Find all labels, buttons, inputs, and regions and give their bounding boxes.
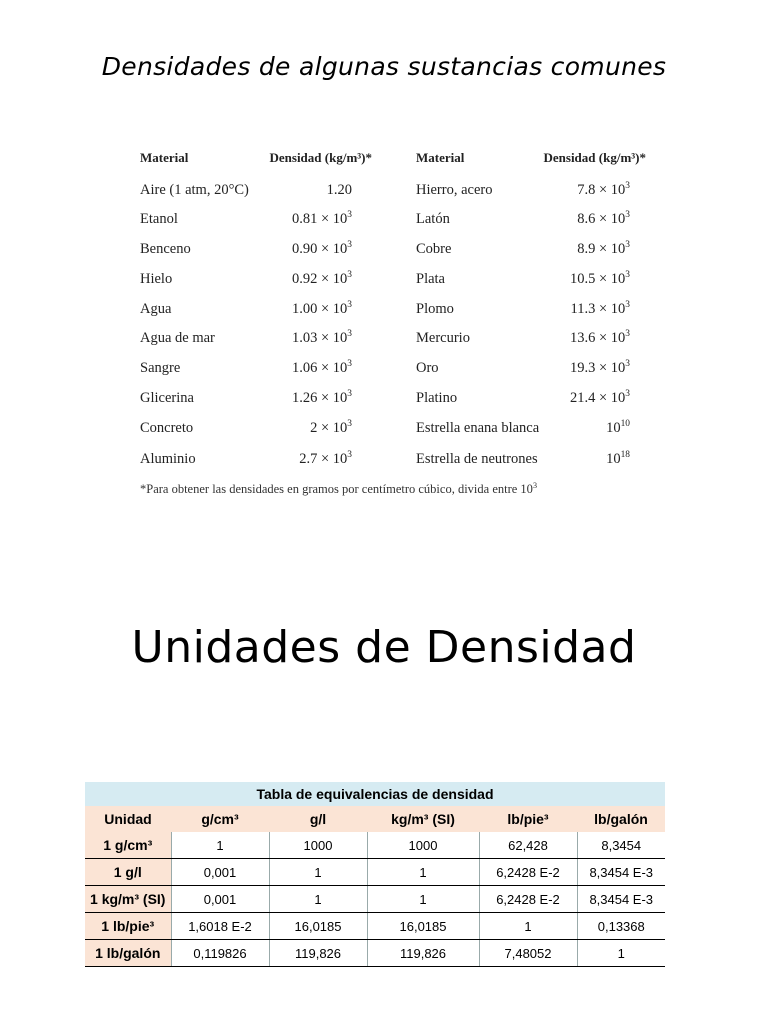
density-value-text: 11.3 × 10 <box>570 301 626 317</box>
material-name-text: Estrella enana blanca <box>416 420 540 436</box>
density-row <box>138 390 650 410</box>
column-header: lb/pie³ <box>479 806 577 832</box>
material-name-text: Agua de mar <box>140 330 215 346</box>
density-value-text: 0.92 × 10 <box>291 271 348 287</box>
table-row <box>85 859 665 886</box>
density-value-text: 1.06 × 10 <box>291 360 348 376</box>
material-name <box>140 330 215 347</box>
density-row <box>138 271 650 291</box>
table-cell: 1 <box>479 913 577 940</box>
row-unit: 1 lb/galón <box>85 940 171 967</box>
equivalence-grid <box>85 806 665 967</box>
material-name-text: Aire (1 atm, 20°C) <box>140 182 249 198</box>
density-value <box>292 390 352 407</box>
table-cell: 0,001 <box>171 859 269 886</box>
density-value-text: 0.81 × 10 <box>291 211 348 227</box>
table-cell: 1 <box>367 886 479 913</box>
exponent: 3 <box>625 300 630 311</box>
density-value <box>571 301 630 318</box>
density-value-text: 13.6 × 10 <box>569 330 626 346</box>
material-name <box>416 211 450 228</box>
density-value-text: 10 <box>606 451 621 467</box>
density-row <box>138 182 650 202</box>
density-value <box>606 420 630 437</box>
table-row <box>85 886 665 913</box>
density-row <box>138 360 650 380</box>
exponent: 10 <box>620 419 630 430</box>
exponent: 3 <box>347 359 352 370</box>
row-unit: 1 kg/m³ (SI) <box>85 886 171 913</box>
material-name <box>140 451 196 468</box>
row-unit: 1 lb/pie³ <box>85 913 171 940</box>
material-name <box>416 390 457 407</box>
density-value <box>570 271 630 288</box>
material-name-text: Etanol <box>140 211 178 227</box>
density-value <box>577 182 630 199</box>
material-name-text: Oro <box>416 360 439 376</box>
section-heading: Unidades de Densidad <box>131 622 637 673</box>
density-value <box>292 211 352 228</box>
table-cell: 1 <box>269 886 367 913</box>
density-row <box>138 241 650 261</box>
exponent: 3 <box>347 300 352 311</box>
density-value-text: 21.4 × 10 <box>569 390 626 406</box>
density-value-text: 10 <box>606 420 621 436</box>
exponent: 3 <box>625 329 630 340</box>
density-value-text: 8.6 × 10 <box>577 211 626 227</box>
density-value <box>299 451 352 468</box>
material-name-text: Cobre <box>416 241 452 257</box>
material-name <box>140 360 180 377</box>
material-name-text: Hielo <box>140 271 173 287</box>
material-name-text: Concreto <box>140 420 194 436</box>
density-value <box>292 301 352 318</box>
density-table-header <box>138 150 650 170</box>
material-name <box>140 301 171 318</box>
table-cell: 16,0185 <box>367 913 479 940</box>
material-name-text: Sangre <box>140 360 181 376</box>
density-value-text: 8.9 × 10 <box>577 241 626 257</box>
table-cell: 119,826 <box>269 940 367 967</box>
equivalence-table-caption: Tabla de equivalencias de densidad <box>85 782 665 806</box>
density-value <box>292 330 352 347</box>
exponent: 3 <box>625 389 630 400</box>
column-header: g/l <box>269 806 367 832</box>
material-name-text: Agua <box>140 301 172 317</box>
header-density-2: Densidad (kg/m³)* <box>543 150 646 165</box>
material-name-text: Aluminio <box>140 451 196 467</box>
material-name <box>140 271 172 288</box>
table-cell: 8,3454 E-3 <box>577 886 665 913</box>
table-cell: 1000 <box>367 832 479 859</box>
density-value-text: 1.20 <box>326 182 352 198</box>
page-heading: Densidades de algunas sustancias comunes <box>101 52 667 81</box>
density-value <box>577 241 630 258</box>
exponent: 3 <box>347 419 352 430</box>
table-cell: 6,2428 E-2 <box>479 886 577 913</box>
table-cell: 1 <box>171 832 269 859</box>
density-row <box>138 420 650 440</box>
material-name-text: Platino <box>416 390 458 406</box>
material-name <box>140 241 191 258</box>
exponent: 18 <box>620 450 630 461</box>
equivalence-table <box>85 782 665 967</box>
exponent: 3 <box>347 210 352 221</box>
density-value <box>292 360 352 377</box>
table-cell: 0,13368 <box>577 913 665 940</box>
header-material-1: Material <box>140 150 189 165</box>
table-row <box>85 832 665 859</box>
table-row <box>85 940 665 967</box>
table-cell: 16,0185 <box>269 913 367 940</box>
material-name-text: Glicerina <box>140 390 194 406</box>
density-value <box>310 420 352 437</box>
table-cell: 0,119826 <box>171 940 269 967</box>
density-value <box>570 390 630 407</box>
exponent: 3 <box>347 450 352 461</box>
density-row <box>138 211 650 231</box>
material-name <box>140 420 193 437</box>
table-cell: 1 <box>577 940 665 967</box>
density-value-text: 1.00 × 10 <box>291 301 348 317</box>
density-value-text: 1.03 × 10 <box>291 330 348 346</box>
density-value <box>327 182 352 199</box>
exponent: 3 <box>347 240 352 251</box>
density-row <box>138 301 650 321</box>
density-row <box>138 451 650 471</box>
exponent: 3 <box>347 270 352 281</box>
exponent: 3 <box>625 240 630 251</box>
table-cell: 1000 <box>269 832 367 859</box>
material-name <box>140 182 249 199</box>
material-name-text: Hierro, acero <box>416 182 493 198</box>
table-cell: 0,001 <box>171 886 269 913</box>
table-cell: 119,826 <box>367 940 479 967</box>
row-unit: 1 g/cm³ <box>85 832 171 859</box>
material-name <box>416 241 451 258</box>
material-name-text: Plomo <box>416 301 454 317</box>
material-name <box>416 360 439 377</box>
material-name-text: Estrella de neutrones <box>416 451 538 467</box>
exponent: 3 <box>347 329 352 340</box>
density-footnote <box>140 482 537 497</box>
exponent: 3 <box>625 210 630 221</box>
column-header: g/cm³ <box>171 806 269 832</box>
material-name-text: Mercurio <box>416 330 470 346</box>
density-value <box>292 241 352 258</box>
table-cell: 8,3454 <box>577 832 665 859</box>
footnote-exponent: 3 <box>532 480 537 490</box>
material-name <box>416 301 454 318</box>
table-cell: 1 <box>269 859 367 886</box>
material-name <box>416 182 492 199</box>
density-value-text: 0.90 × 10 <box>291 241 348 257</box>
density-value <box>577 211 630 228</box>
density-value <box>292 271 352 288</box>
footnote-text: *Para obtener las densidades en gramos por centímetro cúbico, divida entre 10 <box>140 482 533 496</box>
equivalence-header-row <box>85 806 665 832</box>
material-name <box>416 271 445 288</box>
table-row <box>85 913 665 940</box>
column-header: lb/galón <box>577 806 665 832</box>
density-value-text: 2.7 × 10 <box>299 451 348 467</box>
material-name-text: Benceno <box>140 241 191 257</box>
density-value-text: 2 × 10 <box>310 420 348 436</box>
density-row <box>138 330 650 350</box>
density-value-text: 7.8 × 10 <box>577 182 626 198</box>
exponent: 3 <box>625 270 630 281</box>
exponent: 3 <box>625 181 630 192</box>
density-value <box>570 330 630 347</box>
density-value-text: 10.5 × 10 <box>569 271 626 287</box>
table-cell: 6,2428 E-2 <box>479 859 577 886</box>
material-name <box>140 390 194 407</box>
header-material-2: Material <box>416 150 465 165</box>
exponent: 3 <box>625 359 630 370</box>
density-value-text: 1.26 × 10 <box>291 390 348 406</box>
material-name <box>416 420 539 437</box>
density-value-text: 19.3 × 10 <box>569 360 626 376</box>
table-cell: 7,48052 <box>479 940 577 967</box>
row-unit: 1 g/l <box>85 859 171 886</box>
column-header: Unidad <box>85 806 171 832</box>
table-cell: 8,3454 E-3 <box>577 859 665 886</box>
material-name <box>140 211 178 228</box>
density-value <box>570 360 630 377</box>
table-cell: 62,428 <box>479 832 577 859</box>
material-name <box>416 451 538 468</box>
header-density-1: Densidad (kg/m³)* <box>269 150 372 165</box>
material-name-text: Latón <box>416 211 450 227</box>
column-header: kg/m³ (SI) <box>367 806 479 832</box>
exponent: 3 <box>347 389 352 400</box>
table-cell: 1 <box>367 859 479 886</box>
material-name-text: Plata <box>416 271 445 287</box>
material-name <box>416 330 470 347</box>
density-value <box>606 451 630 468</box>
table-cell: 1,6018 E-2 <box>171 913 269 940</box>
